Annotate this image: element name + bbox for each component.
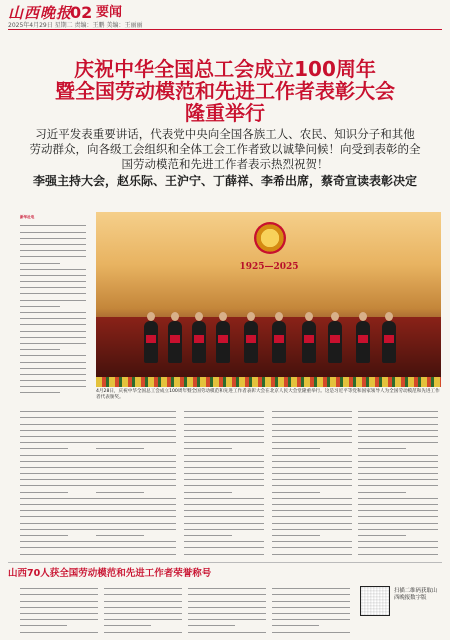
article-body-column [20,214,86,404]
person [168,321,182,363]
headline-line-3: 隆重举行 [185,101,265,125]
text-column [96,406,176,556]
person [216,321,230,363]
text-line [20,548,100,554]
article-dateline: 新华社电 [20,215,35,219]
dateline: 2025年4月29日 星期二 责编：王鹏 美编：王丽丽 [8,22,143,29]
person [192,321,206,363]
text-line [104,626,182,632]
text-column [104,583,182,635]
masthead [8,4,442,30]
person [144,321,158,363]
text-column [272,406,352,556]
person [328,321,342,363]
news-photo [96,212,441,387]
subheadline-line-1: 习近平发表重要讲话，代表党中央向全国各族工人、农民、知识分子和其他 [35,127,415,141]
subheadline-line-4: 李强主持大会，赵乐际、王沪宁、丁薛祥、李希出席，蔡奇宣读表彰决定 [32,174,417,188]
article-text-lines [20,220,86,393]
text-line [96,548,176,554]
section-label: 要闻 [96,5,123,20]
person [272,321,286,363]
person [244,321,258,363]
text-column [272,583,350,635]
text-line [272,548,352,554]
qr-code-icon[interactable] [360,586,390,616]
anniversary-banner: 1925—2025 [239,262,299,272]
text-line [20,626,98,632]
person [302,321,316,363]
text-column [20,583,98,635]
headline-line-2: 暨全国劳动模范和先进工作者表彰大会 [55,79,395,103]
page-number: 02 [70,3,93,22]
newspaper-logo: 山西晚报 [8,4,73,22]
text-line [358,548,438,554]
section-divider [8,562,442,563]
union-emblem-icon [254,222,286,254]
subheadline-line-2: 劳动群众，向各级工会组织和全体工会工作者致以诚挚问候！向受到表彰的全 [29,142,421,156]
text-column [188,583,266,635]
person [382,321,396,363]
headline-line-1: 庆祝中华全国总工会成立100周年 [74,57,376,81]
text-column [358,406,438,556]
text-line [20,387,60,393]
photo-caption: 4月28日，庆祝中华全国总工会成立100周年暨全国劳动模范和先进工作者表彰大会在北京人民大会堂隆重举行。这是习近平等党和国家领导人为全国劳动模范和先进工作者代表颁奖。 [96,389,440,401]
text-line [272,626,350,632]
text-column [20,406,100,556]
qr-code-label: 扫描二维码获取山西晚报数字版 [394,588,438,601]
second-article-title: 山西70人获全国劳动模范和先进工作者荣誉称号 [8,568,212,579]
subheadline-line-3: 国劳动模范和先进工作者表示热烈祝贺！ [121,157,329,171]
text-line [184,548,264,554]
masthead-rule [8,29,442,30]
text-line [188,626,266,632]
text-column [184,406,264,556]
person [356,321,370,363]
flower-bed [96,377,441,387]
